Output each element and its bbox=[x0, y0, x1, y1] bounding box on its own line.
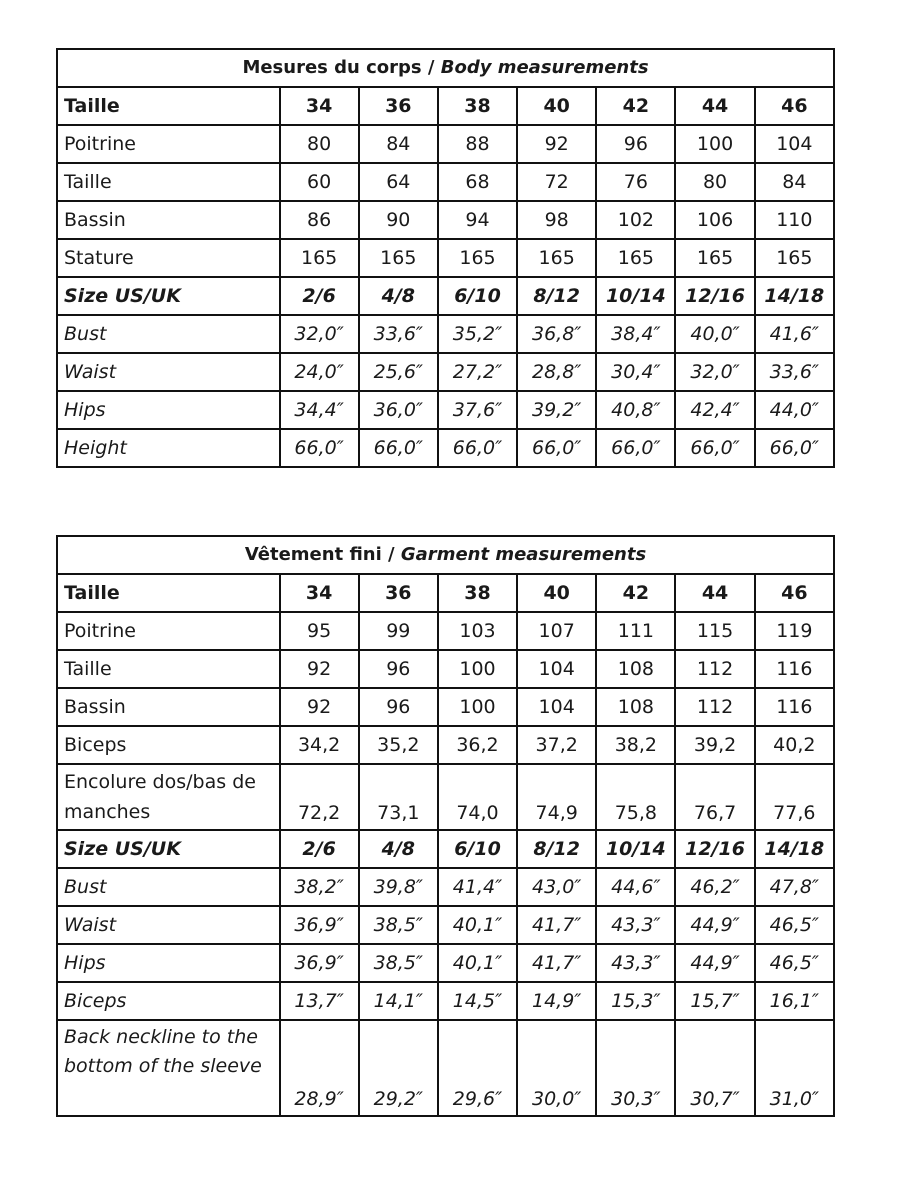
measurement-value: 46,5″ bbox=[755, 906, 834, 944]
measurement-value: 44,9″ bbox=[675, 906, 754, 944]
size-header-cell: 2/6 bbox=[280, 277, 359, 315]
measurement-value: 15,7″ bbox=[675, 982, 754, 1020]
measurement-value: 165 bbox=[517, 239, 596, 277]
measurement-value: 41,7″ bbox=[517, 944, 596, 982]
size-header-cell: 36 bbox=[359, 574, 438, 612]
size-header-cell: 42 bbox=[596, 574, 675, 612]
measurement-value: 36,8″ bbox=[517, 315, 596, 353]
title-french: Mesures du corps / bbox=[242, 57, 441, 78]
measurement-value: 47,8″ bbox=[755, 868, 834, 906]
measurement-value: 107 bbox=[517, 612, 596, 650]
measurement-row bbox=[57, 944, 834, 982]
measurement-value: 100 bbox=[438, 650, 517, 688]
measurement-value: 64 bbox=[359, 163, 438, 201]
measurement-value: 28,9″ bbox=[280, 1020, 359, 1116]
measurement-value: 115 bbox=[675, 612, 754, 650]
measurement-value: 108 bbox=[596, 650, 675, 688]
measurement-value: 102 bbox=[596, 201, 675, 239]
measurement-value: 66,0″ bbox=[675, 429, 754, 467]
measurement-value: 27,2″ bbox=[438, 353, 517, 391]
measurement-value: 76 bbox=[596, 163, 675, 201]
measurement-label: Taille bbox=[57, 650, 280, 688]
measurement-value: 165 bbox=[280, 239, 359, 277]
measurement-value: 119 bbox=[755, 612, 834, 650]
measurement-value: 110 bbox=[755, 201, 834, 239]
measurement-label: Waist bbox=[57, 353, 280, 391]
measurement-value: 34,4″ bbox=[280, 391, 359, 429]
measurement-value: 44,0″ bbox=[755, 391, 834, 429]
measurement-value: 112 bbox=[675, 650, 754, 688]
measurement-value: 30,0″ bbox=[517, 1020, 596, 1116]
measurement-value: 38,2″ bbox=[280, 868, 359, 906]
size-header-cell: 44 bbox=[675, 87, 754, 125]
measurement-label: Biceps bbox=[57, 982, 280, 1020]
measurement-value: 36,0″ bbox=[359, 391, 438, 429]
measurement-value: 116 bbox=[755, 650, 834, 688]
garment-table-title bbox=[57, 536, 834, 574]
measurement-row bbox=[57, 868, 834, 906]
size-header-cell: 8/12 bbox=[517, 830, 596, 868]
measurement-value: 29,2″ bbox=[359, 1020, 438, 1116]
measurement-label: Poitrine bbox=[57, 612, 280, 650]
measurement-value: 66,0″ bbox=[517, 429, 596, 467]
size-header-cell: 38 bbox=[438, 574, 517, 612]
measurement-value: 15,3″ bbox=[596, 982, 675, 1020]
size-header-cell: 8/12 bbox=[517, 277, 596, 315]
measurement-label: Height bbox=[57, 429, 280, 467]
measurement-value: 95 bbox=[280, 612, 359, 650]
measurement-value: 30,4″ bbox=[596, 353, 675, 391]
body-size-header-row bbox=[57, 87, 834, 125]
measurement-value: 43,0″ bbox=[517, 868, 596, 906]
measurement-label: Waist bbox=[57, 906, 280, 944]
measurement-row bbox=[57, 239, 834, 277]
measurement-value: 90 bbox=[359, 201, 438, 239]
measurement-value: 77,6 bbox=[755, 764, 834, 830]
garment-us-uk-size-header-row bbox=[57, 830, 834, 868]
title-english: Body measurements bbox=[440, 57, 649, 78]
garment-size-header-row bbox=[57, 574, 834, 612]
measurement-label: Stature bbox=[57, 239, 280, 277]
measurement-value: 94 bbox=[438, 201, 517, 239]
measurement-value: 76,7 bbox=[675, 764, 754, 830]
measurement-value: 25,6″ bbox=[359, 353, 438, 391]
measurement-value: 80 bbox=[675, 163, 754, 201]
measurement-value: 96 bbox=[359, 688, 438, 726]
measurement-value: 36,9″ bbox=[280, 906, 359, 944]
measurement-value: 46,2″ bbox=[675, 868, 754, 906]
measurement-value: 108 bbox=[596, 688, 675, 726]
garment-size-header-row-label: Taille bbox=[57, 574, 280, 612]
measurement-value: 43,3″ bbox=[596, 906, 675, 944]
measurement-value: 28,8″ bbox=[517, 353, 596, 391]
measurement-row bbox=[57, 429, 834, 467]
measurement-label: Biceps bbox=[57, 726, 280, 764]
measurement-value: 31,0″ bbox=[755, 1020, 834, 1116]
size-header-cell: 14/18 bbox=[755, 277, 834, 315]
measurement-row bbox=[57, 612, 834, 650]
measurement-value: 38,2 bbox=[596, 726, 675, 764]
measurement-value: 41,6″ bbox=[755, 315, 834, 353]
size-header-cell: 46 bbox=[755, 87, 834, 125]
size-header-cell: 14/18 bbox=[755, 830, 834, 868]
measurement-value: 116 bbox=[755, 688, 834, 726]
measurement-value: 42,4″ bbox=[675, 391, 754, 429]
measurement-value: 35,2″ bbox=[438, 315, 517, 353]
measurement-value: 13,7″ bbox=[280, 982, 359, 1020]
size-header-cell: 46 bbox=[755, 574, 834, 612]
measurement-row bbox=[57, 726, 834, 764]
measurement-value: 104 bbox=[517, 688, 596, 726]
measurement-value: 112 bbox=[675, 688, 754, 726]
measurement-value: 165 bbox=[675, 239, 754, 277]
measurement-label: Bassin bbox=[57, 688, 280, 726]
size-header-cell: 36 bbox=[359, 87, 438, 125]
size-header-cell: 34 bbox=[280, 87, 359, 125]
measurement-row bbox=[57, 1020, 834, 1116]
measurement-value: 37,6″ bbox=[438, 391, 517, 429]
measurement-value: 103 bbox=[438, 612, 517, 650]
measurement-value: 40,0″ bbox=[675, 315, 754, 353]
size-header-cell: 10/14 bbox=[596, 277, 675, 315]
measurement-value: 80 bbox=[280, 125, 359, 163]
measurement-value: 14,1″ bbox=[359, 982, 438, 1020]
measurement-value: 88 bbox=[438, 125, 517, 163]
measurement-value: 66,0″ bbox=[755, 429, 834, 467]
size-header-cell: 10/14 bbox=[596, 830, 675, 868]
size-header-cell: 12/16 bbox=[675, 277, 754, 315]
size-header-cell: 34 bbox=[280, 574, 359, 612]
garment-measurements-table bbox=[56, 535, 835, 1117]
measurement-label: Poitrine bbox=[57, 125, 280, 163]
measurement-value: 38,5″ bbox=[359, 944, 438, 982]
measurement-value: 44,6″ bbox=[596, 868, 675, 906]
measurement-value: 60 bbox=[280, 163, 359, 201]
title-french: Vêtement fini / bbox=[244, 544, 401, 565]
measurement-row bbox=[57, 764, 834, 830]
measurement-value: 96 bbox=[596, 125, 675, 163]
measurement-value: 66,0″ bbox=[280, 429, 359, 467]
measurement-value: 84 bbox=[755, 163, 834, 201]
garment-title-row bbox=[57, 536, 834, 574]
measurement-value: 73,1 bbox=[359, 764, 438, 830]
body-size-header-row-label: Taille bbox=[57, 87, 280, 125]
measurement-row bbox=[57, 391, 834, 429]
size-header-cell: 4/8 bbox=[359, 277, 438, 315]
size-header-cell: 6/10 bbox=[438, 830, 517, 868]
measurement-value: 40,1″ bbox=[438, 944, 517, 982]
measurement-row bbox=[57, 201, 834, 239]
measurement-row bbox=[57, 315, 834, 353]
measurement-value: 41,4″ bbox=[438, 868, 517, 906]
measurement-value: 36,2 bbox=[438, 726, 517, 764]
measurement-value: 33,6″ bbox=[359, 315, 438, 353]
measurement-label: Bust bbox=[57, 868, 280, 906]
size-header-cell: 6/10 bbox=[438, 277, 517, 315]
measurement-value: 40,1″ bbox=[438, 906, 517, 944]
measurement-value: 43,3″ bbox=[596, 944, 675, 982]
measurement-row bbox=[57, 650, 834, 688]
measurement-value: 111 bbox=[596, 612, 675, 650]
measurement-value: 68 bbox=[438, 163, 517, 201]
measurement-value: 99 bbox=[359, 612, 438, 650]
measurement-value: 96 bbox=[359, 650, 438, 688]
measurement-value: 74,9 bbox=[517, 764, 596, 830]
size-header-cell: 38 bbox=[438, 87, 517, 125]
measurement-value: 14,5″ bbox=[438, 982, 517, 1020]
size-header-cell: 2/6 bbox=[280, 830, 359, 868]
measurement-value: 39,2 bbox=[675, 726, 754, 764]
body-measurements-table bbox=[56, 48, 835, 468]
measurement-value: 98 bbox=[517, 201, 596, 239]
measurement-value: 92 bbox=[517, 125, 596, 163]
measurement-value: 32,0″ bbox=[675, 353, 754, 391]
measurement-value: 104 bbox=[755, 125, 834, 163]
measurement-label: Taille bbox=[57, 163, 280, 201]
measurement-value: 46,5″ bbox=[755, 944, 834, 982]
measurement-value: 30,7″ bbox=[675, 1020, 754, 1116]
measurement-label: Bust bbox=[57, 315, 280, 353]
size-header-cell: 12/16 bbox=[675, 830, 754, 868]
measurement-value: 30,3″ bbox=[596, 1020, 675, 1116]
measurement-value: 165 bbox=[359, 239, 438, 277]
measurement-value: 24,0″ bbox=[280, 353, 359, 391]
size-header-cell: 42 bbox=[596, 87, 675, 125]
measurement-label: Back neckline to the bottom of the sleeve bbox=[57, 1020, 280, 1116]
measurement-value: 44,9″ bbox=[675, 944, 754, 982]
measurement-value: 16,1″ bbox=[755, 982, 834, 1020]
measurement-value: 100 bbox=[438, 688, 517, 726]
size-header-cell: 44 bbox=[675, 574, 754, 612]
measurement-value: 72,2 bbox=[280, 764, 359, 830]
measurement-value: 66,0″ bbox=[596, 429, 675, 467]
size-header-cell: 40 bbox=[517, 574, 596, 612]
size-header-cell: 4/8 bbox=[359, 830, 438, 868]
measurement-value: 165 bbox=[596, 239, 675, 277]
measurement-value: 36,9″ bbox=[280, 944, 359, 982]
measurement-value: 14,9″ bbox=[517, 982, 596, 1020]
measurement-value: 41,7″ bbox=[517, 906, 596, 944]
measurement-row bbox=[57, 163, 834, 201]
measurement-row bbox=[57, 688, 834, 726]
size-header-cell: 40 bbox=[517, 87, 596, 125]
measurement-value: 86 bbox=[280, 201, 359, 239]
measurement-value: 74,0 bbox=[438, 764, 517, 830]
measurement-value: 106 bbox=[675, 201, 754, 239]
measurement-value: 72 bbox=[517, 163, 596, 201]
measurement-value: 32,0″ bbox=[280, 315, 359, 353]
title-english: Garment measurements bbox=[400, 544, 647, 565]
garment-us-uk-size-header-row-label: Size US/UK bbox=[57, 830, 280, 868]
measurement-label: Hips bbox=[57, 391, 280, 429]
body-us-uk-size-header-row bbox=[57, 277, 834, 315]
measurement-value: 33,6″ bbox=[755, 353, 834, 391]
measurement-value: 38,5″ bbox=[359, 906, 438, 944]
body-us-uk-size-header-row-label: Size US/UK bbox=[57, 277, 280, 315]
measurement-row bbox=[57, 353, 834, 391]
measurement-value: 38,4″ bbox=[596, 315, 675, 353]
measurement-value: 92 bbox=[280, 688, 359, 726]
measurement-value: 29,6″ bbox=[438, 1020, 517, 1116]
measurement-row bbox=[57, 982, 834, 1020]
measurement-row bbox=[57, 125, 834, 163]
measurement-label: Encolure dos/bas de manches bbox=[57, 764, 280, 830]
measurement-label: Hips bbox=[57, 944, 280, 982]
measurement-value: 39,2″ bbox=[517, 391, 596, 429]
measurement-value: 39,8″ bbox=[359, 868, 438, 906]
measurement-row bbox=[57, 906, 834, 944]
measurement-value: 92 bbox=[280, 650, 359, 688]
measurement-value: 84 bbox=[359, 125, 438, 163]
measurement-value: 66,0″ bbox=[359, 429, 438, 467]
measurement-value: 34,2 bbox=[280, 726, 359, 764]
measurement-value: 165 bbox=[755, 239, 834, 277]
measurement-value: 35,2 bbox=[359, 726, 438, 764]
measurement-label: Bassin bbox=[57, 201, 280, 239]
body-table-title bbox=[57, 49, 834, 87]
measurement-value: 37,2 bbox=[517, 726, 596, 764]
body-title-row bbox=[57, 49, 834, 87]
measurement-value: 66,0″ bbox=[438, 429, 517, 467]
measurement-value: 104 bbox=[517, 650, 596, 688]
measurement-value: 165 bbox=[438, 239, 517, 277]
measurement-value: 75,8 bbox=[596, 764, 675, 830]
measurement-value: 40,2 bbox=[755, 726, 834, 764]
measurement-value: 40,8″ bbox=[596, 391, 675, 429]
measurement-value: 100 bbox=[675, 125, 754, 163]
